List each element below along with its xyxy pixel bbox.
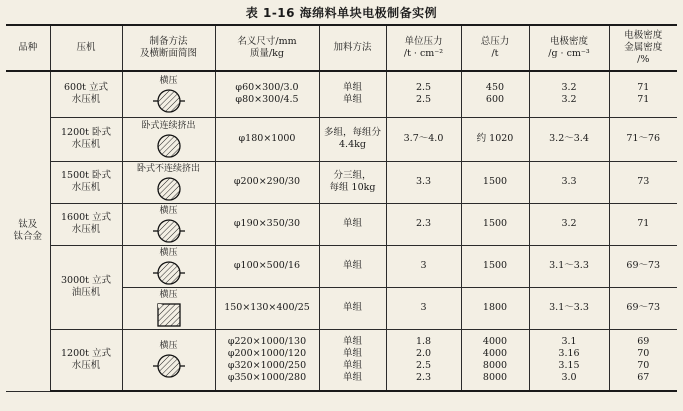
header-feeding: 加料方法 [319,25,386,71]
metal-density-cell: 71 [609,203,677,245]
press-cell: 1200t 立式 水压机 [50,329,122,391]
feeding-cell: 单组 [319,245,386,287]
feeding-cell: 单组 单组 [319,71,386,117]
square-section-icon [149,302,189,328]
method-cell [122,245,215,287]
header-press: 压机 [50,25,122,71]
header-row [6,25,677,71]
method-label: 横压 [159,289,178,300]
round-section-icon [149,176,189,202]
total-pressure-cell: 1500 [461,203,529,245]
metal-density-cell: 71～76 [609,117,677,161]
method-cell [122,161,215,203]
method-label: 横压 [159,247,178,258]
press-cell: 3000t 立式 油压机 [50,245,122,329]
header-size: 名义尺寸/mm 质量/kg [215,25,319,71]
size-cell: φ180×1000 [215,117,319,161]
density-cell: 3.3 [529,161,609,203]
category-cell: 钛及 钛合金 [6,71,50,391]
total-pressure-cell: 450 600 [461,71,529,117]
header-method: 制备方法 及横断面简图 [122,25,215,71]
unit-pressure-cell: 1.8 2.0 2.5 2.3 [386,329,461,391]
size-cell: φ200×290/30 [215,161,319,203]
unit-pressure-cell: 2.5 2.5 [386,71,461,117]
unit-pressure-cell: 3.3 [386,161,461,203]
size-cell: 150×130×400/25 [215,287,319,329]
unit-pressure-cell: 2.3 [386,203,461,245]
round-section-icon [149,218,189,244]
metal-density-cell: 69～73 [609,287,677,329]
size-cell: φ60×300/3.0 φ80×300/4.5 [215,71,319,117]
press-cell: 600t 立式 水压机 [50,71,122,117]
feeding-cell: 分三组， 每组 10kg [319,161,386,203]
table-row [6,245,677,287]
unit-pressure-cell: 3 [386,245,461,287]
press-cell: 1200t 卧式 水压机 [50,117,122,161]
method-label: 横压 [159,205,178,216]
total-pressure-cell: 约 1020 [461,117,529,161]
size-cell: φ100×500/16 [215,245,319,287]
feeding-cell: 多组，每组分 4.4kg [319,117,386,161]
method-label: 卧式不连续挤出 [136,163,200,174]
feeding-cell: 单组 单组 单组 单组 [319,329,386,391]
electrode-table [6,24,677,392]
density-cell: 3.2 [529,203,609,245]
total-pressure-cell: 1500 [461,245,529,287]
table-row [6,203,677,245]
table-row [6,71,677,117]
density-cell: 3.1～3.3 [529,287,609,329]
round-section-icon [149,133,189,159]
unit-pressure-cell: 3 [386,287,461,329]
size-cell: φ220×1000/130 φ200×1000/120 φ320×1000/250 φ350×1000/280 [215,329,319,391]
density-cell: 3.2 3.2 [529,71,609,117]
method-cell [122,203,215,245]
table-title: 表 1-16 海绵料单块电极制备实例 [245,6,438,20]
table-row [6,329,677,391]
method-cell [122,71,215,117]
method-cell [122,117,215,161]
method-cell [122,329,215,391]
header-metal-density: 电极密度 金属密度 /% [609,25,677,71]
metal-density-cell: 69～73 [609,245,677,287]
press-cell: 1500t 卧式 水压机 [50,161,122,203]
unit-pressure-cell: 3.7～4.0 [386,117,461,161]
metal-density-cell: 73 [609,161,677,203]
feeding-cell: 单组 [319,287,386,329]
density-cell: 3.1 3.16 3.15 3.0 [529,329,609,391]
header-category: 品种 [6,25,50,71]
header-density: 电极密度 /g · cm⁻³ [529,25,609,71]
size-cell: φ190×350/30 [215,203,319,245]
table-row [6,161,677,203]
feeding-cell: 单组 [319,203,386,245]
method-label: 横压 [159,75,178,86]
total-pressure-cell: 1500 [461,161,529,203]
table-row [6,117,677,161]
method-label: 横压 [159,341,178,352]
table-body [6,71,677,391]
metal-density-cell: 71 71 [609,71,677,117]
press-cell: 1600t 立式 水压机 [50,203,122,245]
method-label: 卧式连续挤出 [141,120,196,131]
method-cell [122,287,215,329]
density-cell: 3.2～3.4 [529,117,609,161]
round-section-icon [149,88,189,114]
round-section-icon [149,260,189,286]
header-unit-pressure: 单位压力 /t · cm⁻² [386,25,461,71]
total-pressure-cell: 1800 [461,287,529,329]
density-cell: 3.1～3.3 [529,245,609,287]
round-section-icon [149,353,189,379]
total-pressure-cell: 4000 4000 8000 8000 [461,329,529,391]
metal-density-cell: 69 70 70 67 [609,329,677,391]
header-total-pressure: 总压力 /t [461,25,529,71]
